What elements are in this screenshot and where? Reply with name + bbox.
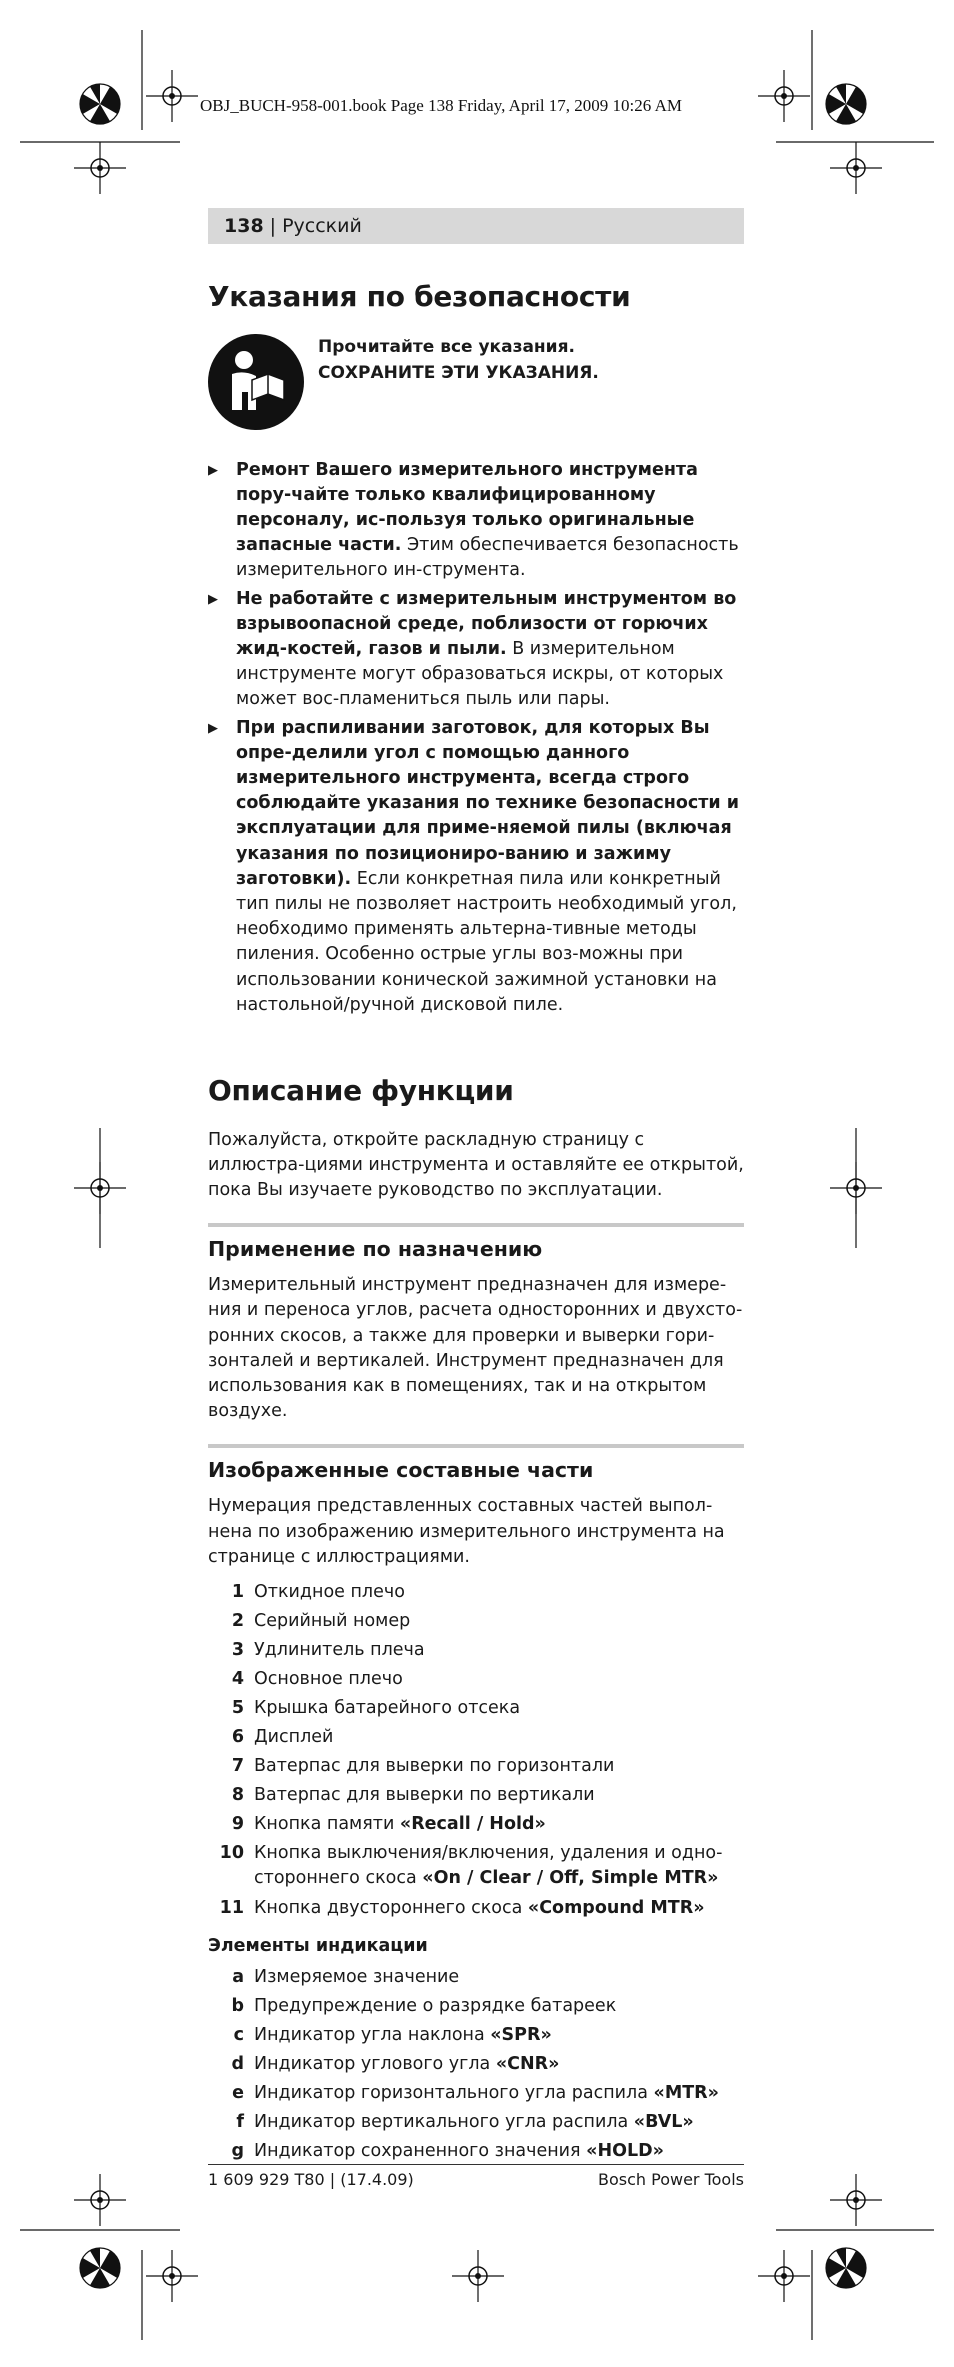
list-item	[208, 1723, 744, 1752]
list-item	[208, 1578, 744, 1607]
safety-bullet	[208, 587, 744, 713]
bullet-bold-text: При распиливании заготовок, для которых Вы опре-делили угол с помощью данного измерительного инструмента, всегда строго соблюдайте указания по технике безопасности и эксплуатации для приме-няемой пилы (включая указания по позиционирo-ванию и зажиму заготовки).	[236, 717, 740, 889]
item-number: 8	[231, 1785, 244, 1806]
crop-target-left-lower	[74, 2174, 126, 2226]
item-text: Серийный номер	[254, 1611, 411, 1632]
list-item	[208, 1694, 744, 1723]
item-text: Крышка батарейного отсека	[254, 1698, 521, 1719]
list-item	[208, 2108, 744, 2137]
item-number: 1	[231, 1582, 244, 1603]
item-text: Измеряемое значение	[254, 1967, 460, 1988]
parts-intro: Нумерация представленных составных частей выпол-нена по изображению измерительного инструмента на странице с иллюстрациями.	[208, 1496, 725, 1567]
list-item	[208, 2079, 744, 2108]
item-number: 7	[231, 1756, 244, 1777]
page-language: Русский	[282, 215, 362, 237]
list-item	[208, 1752, 744, 1781]
page-number: 138	[224, 215, 264, 237]
safety-bullet	[208, 458, 744, 584]
page-content	[208, 270, 744, 2166]
item-text: Индикатор горизонтального угла распила	[254, 2083, 654, 2104]
item-text: Индикатор углового угла	[254, 2054, 496, 2075]
bullet-bold-text: Ремонт Вашего измерительного инструмента пору-чайте только квалифицированному персоналу, ис-пользуя только оригинальные запасные части.	[236, 459, 698, 556]
print-file-header: OBJ_BUCH-958-001.book Page 138 Friday, April 17, 2009 10:26 AM	[200, 96, 682, 115]
item-number: 4	[231, 1669, 244, 1690]
bullet-text: В измерительном инструменте могут образоваться искры, от которых может вос-пламениться пыль или пары.	[236, 639, 724, 710]
item-text: Кнопка двустороннего скоса	[254, 1898, 528, 1919]
item-letter: c	[233, 2025, 244, 2046]
item-number: 9	[231, 1814, 244, 1835]
list-item	[208, 2021, 744, 2050]
item-bold: «BVL»	[633, 2112, 694, 2133]
item-text: Дисплей	[254, 1727, 334, 1748]
list-item	[208, 1992, 744, 2021]
footer-rule	[208, 2164, 744, 2165]
keep-instructions: СОХРАНИТЕ ЭТИ УКАЗАНИЯ.	[318, 362, 599, 383]
item-text: Удлинитель плеча	[254, 1640, 425, 1661]
read-all-instructions: Прочитайте все указания.	[318, 336, 575, 357]
item-bold: «CNR»	[495, 2054, 560, 2075]
item-letter: g	[231, 2141, 244, 2162]
intended-use-heading: Применение по назначению	[208, 1223, 744, 1263]
item-number: 11	[219, 1898, 244, 1919]
item-text: Индикатор сохраненного значения	[254, 2141, 587, 2162]
list-item	[208, 1636, 744, 1665]
item-bold: «Compound MTR»	[527, 1898, 705, 1919]
crop-target-top-right	[758, 70, 810, 122]
item-letter: b	[231, 1996, 244, 2017]
bullet-triangle-icon: ▶	[208, 462, 218, 478]
safety-title: Указания по безопасности	[208, 280, 631, 313]
item-text: Индикатор вертикального угла распила	[254, 2112, 634, 2133]
item-bold: «Recall / Hold»	[399, 1814, 546, 1835]
item-letter: f	[236, 2112, 244, 2133]
display-elements-list	[208, 1963, 744, 2166]
list-item	[208, 2137, 744, 2166]
item-letter: d	[231, 2054, 244, 2075]
item-number: 6	[231, 1727, 244, 1748]
item-text: Кнопка памяти	[254, 1814, 400, 1835]
item-bold: «HOLD»	[586, 2141, 664, 2162]
bullet-text: Если конкретная пила или конкретный тип пилы не позволяет настроить необходимый угол, необходимо применять альтерна-тивные методы пиления. Особенно острые углы воз-можны при использовании конической зажимной установки на настольной/ручной дисковой пиле.	[236, 868, 737, 1015]
item-number: 10	[219, 1843, 244, 1864]
crop-target-left-upper	[74, 142, 126, 194]
bullet-text: Этим обеспечивается безопасность измерительного ин-струмента.	[236, 535, 739, 581]
page-header-separator: |	[269, 215, 277, 237]
item-text: Ватерпас для выверки по вертикали	[254, 1785, 595, 1806]
bullet-bold-text: Не работайте с измерительным инструментом во взрывоопасной среде, поблизости от горючих жид-костей, газов и пыли.	[236, 588, 737, 660]
intended-use-text: Измерительный инструмент предназначен для измере-ния и переноса углов, расчета односторонних и двухсто-ронних скосов, а также для проверки и выверки гори-зонталей и вертикалей. Инструмент предназначен для использования как в помещениях, так и на открытом воздухе.	[208, 1275, 743, 1422]
parts-list	[208, 1578, 744, 1923]
list-item	[208, 2050, 744, 2079]
crop-target-top-left	[146, 70, 198, 122]
read-instructions-block	[208, 334, 744, 430]
bullet-triangle-icon: ▶	[208, 720, 218, 736]
crop-target-bottom-left	[146, 2250, 198, 2302]
display-elements-heading: Элементы индикации	[208, 1936, 428, 1957]
crop-target-bottom-right	[758, 2250, 810, 2302]
item-text: Ватерпас для выверки по горизонтали	[254, 1756, 615, 1777]
list-item	[208, 1894, 744, 1923]
item-text: Индикатор угла наклона	[254, 2025, 491, 2046]
bullet-triangle-icon: ▶	[208, 591, 218, 607]
parts-heading: Изображенные составные части	[208, 1444, 744, 1484]
item-text: Основное плечо	[254, 1669, 403, 1690]
crop-target-bottom-center	[452, 2250, 504, 2302]
crop-star-bottom-left	[80, 2248, 120, 2288]
footer-doc-number: 1 609 929 T80 | (17.4.09)	[208, 2170, 414, 2189]
crop-target-right-upper	[830, 142, 882, 194]
crop-star-top-left	[80, 84, 120, 124]
safety-bullet	[208, 716, 744, 1018]
item-text: Откидное плечо	[254, 1582, 405, 1603]
item-text: Предупреждение о разрядке батареек	[254, 1996, 617, 2017]
crop-target-right-lower	[830, 2174, 882, 2226]
list-item	[208, 1841, 744, 1891]
item-number: 3	[231, 1640, 244, 1661]
item-text: Кнопка выключения/включения, удаления и одно-стороннего скоса	[254, 1843, 723, 1889]
page-header-bar	[208, 208, 744, 244]
list-item	[208, 1781, 744, 1810]
crop-star-top-right	[826, 84, 866, 124]
item-letter: a	[232, 1967, 244, 1988]
item-number: 5	[231, 1698, 244, 1719]
item-letter: e	[232, 2083, 244, 2104]
function-title: Описание функции	[208, 1074, 514, 1108]
item-bold: «On / Clear / Off, Simple MTR»	[422, 1868, 719, 1889]
function-intro: Пожалуйста, откройте раскладную страницу с иллюстра-циями инструмента и оставляйте ее открытой, пока Вы изучаете руководство по эксплуатации.	[208, 1129, 744, 1201]
list-item	[208, 1810, 744, 1839]
footer-brand: Bosch Power Tools	[598, 2170, 744, 2189]
list-item	[208, 1665, 744, 1694]
crop-star-bottom-right	[826, 2248, 866, 2288]
item-bold: «SPR»	[490, 2025, 552, 2046]
item-number: 2	[231, 1611, 244, 1632]
list-item	[208, 1963, 744, 1992]
item-bold: «MTR»	[653, 2083, 719, 2104]
read-manual-icon	[208, 334, 304, 430]
list-item	[208, 1607, 744, 1636]
